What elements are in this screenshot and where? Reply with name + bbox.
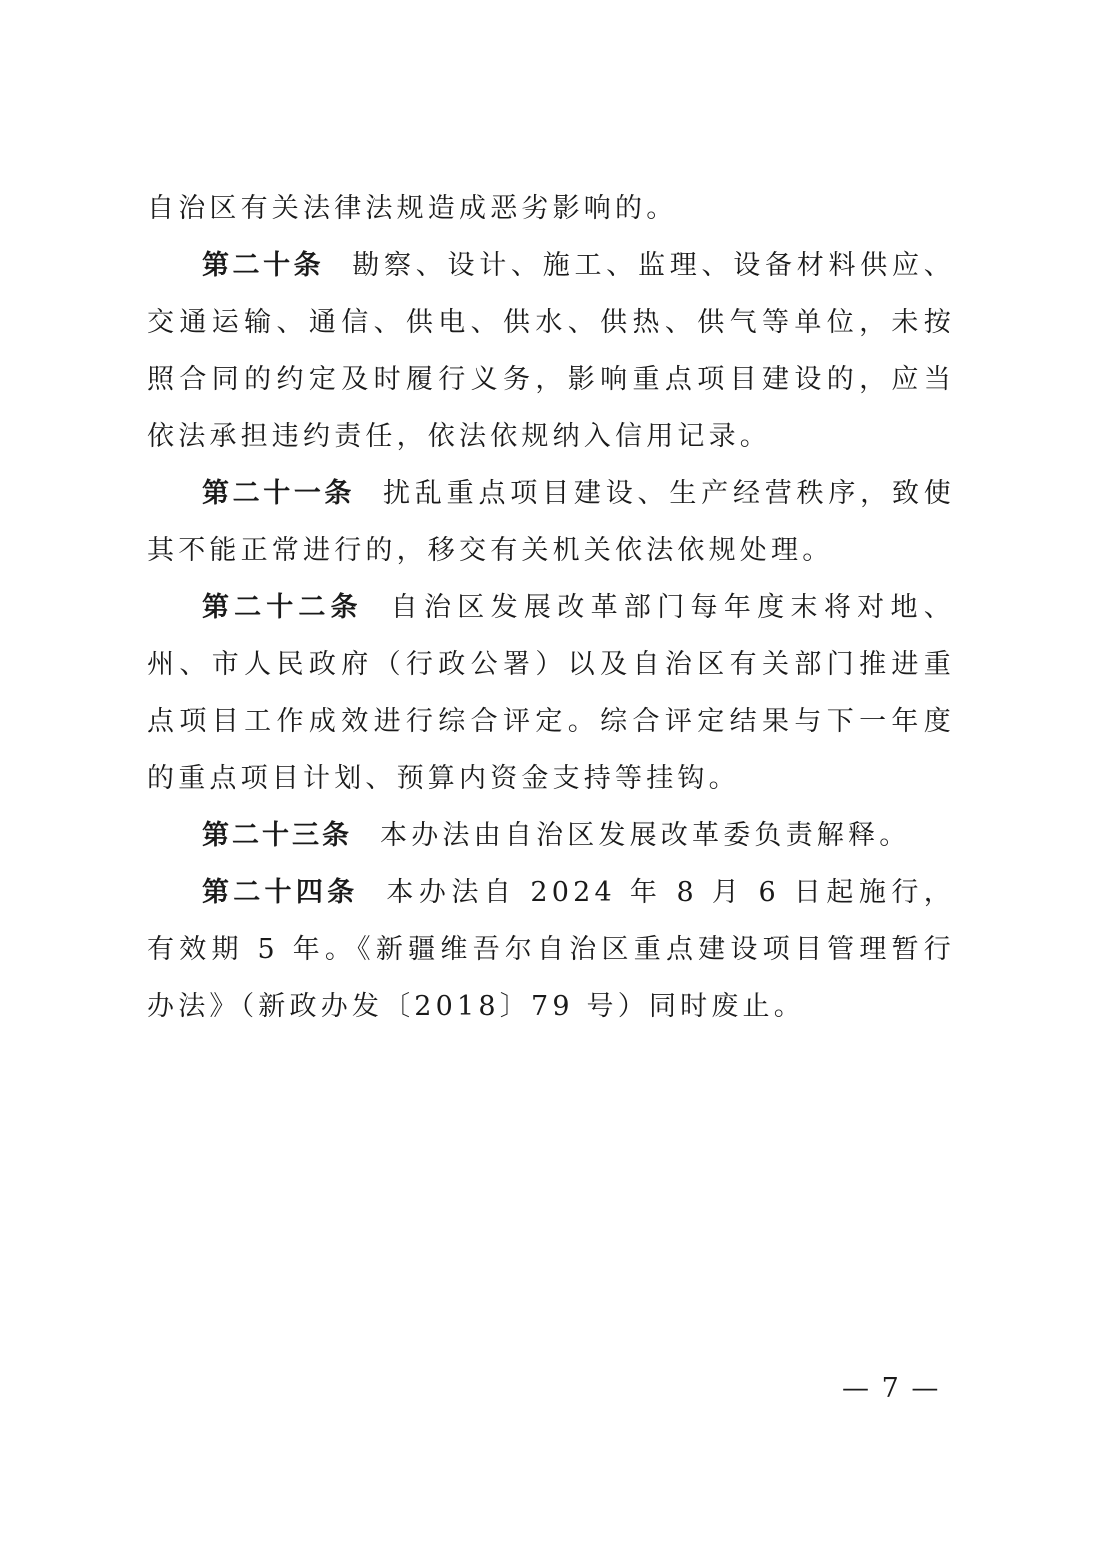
article-text: 自治区发展改革部门每年度末将对地、州、市人民政府（行政公署）以及自治区有关部门推进重点项目工作成效进行综合评定。综合评定结果与下一年度的重点项目计划、预算内资金支持等挂钩。 xyxy=(147,592,956,794)
article-text: 扰乱重点项目建设、生产经营秩序，致使其不能正常进行的，移交有关机关依法依规处理。 xyxy=(147,478,955,566)
paragraph-continuation xyxy=(147,180,955,237)
article-title: 第二十条 xyxy=(202,250,325,281)
article-23 xyxy=(147,807,955,864)
article-text: 勘察、设计、施工、监理、设备材料供应、交通运输、通信、供电、供水、供热、供气等单位，未按照合同的约定及时履行义务，影响重点项目建设的，应当依法承担违约责任，依法依规纳入信用记录。 xyxy=(147,250,955,452)
article-text: 本办法自 2024 年 8 月 6 日起施行，有效期 5 年。《新疆维吾尔自治区重点建设项目管理暂行办法》（新政办发〔2018〕79 号）同时废止。 xyxy=(147,877,955,1022)
article-20 xyxy=(147,237,955,465)
article-21 xyxy=(147,465,955,579)
article-24 xyxy=(147,864,955,1035)
page-number: — 7 — xyxy=(842,1373,941,1404)
article-title: 第二十四条 xyxy=(202,877,359,908)
article-text: 本办法由自治区发展改革委负责解释。 xyxy=(380,820,911,851)
article-title: 第二十二条 xyxy=(202,592,363,623)
article-title: 第二十一条 xyxy=(202,478,356,509)
article-22 xyxy=(147,579,955,807)
article-title: 第二十三条 xyxy=(202,820,352,851)
document-body xyxy=(147,180,955,1035)
paragraph-text: 自治区有关法律法规造成恶劣影响的。 xyxy=(147,193,678,224)
